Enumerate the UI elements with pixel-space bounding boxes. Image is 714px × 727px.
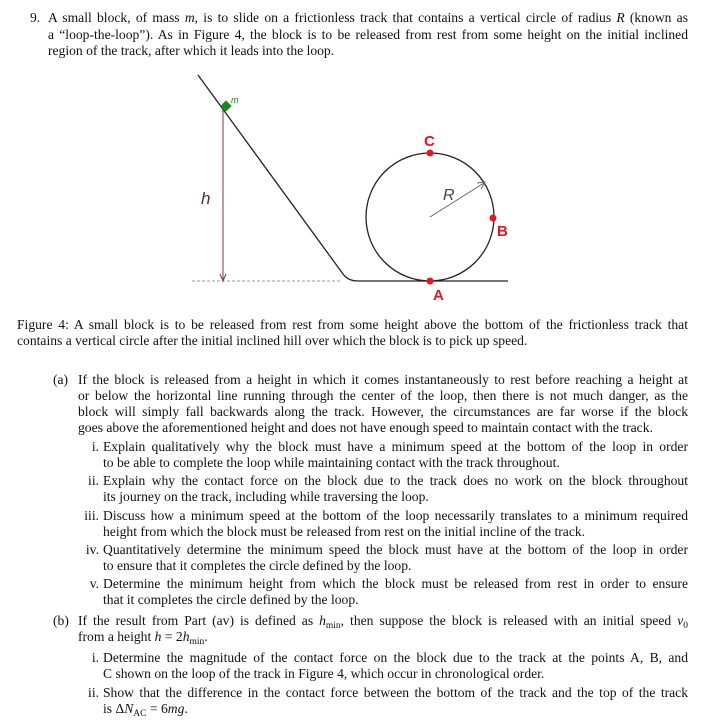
math-symbol: h: [182, 629, 190, 644]
height-label: h: [201, 189, 211, 208]
math-symbol: h: [319, 613, 326, 628]
text-segment: = 2: [161, 629, 183, 644]
part-a-label: (a): [53, 372, 69, 387]
text-segment: , then suppose the block is released with an initial speed: [340, 613, 678, 628]
text-segment: (known as: [624, 10, 688, 25]
radius-label: R: [443, 187, 455, 204]
point-c-marker: [427, 150, 434, 157]
text-segment: from a height: [78, 629, 155, 644]
part-a-item-number: v.: [89, 576, 99, 591]
text-segment: its journey on the track, including while traversing the loop.: [103, 489, 429, 504]
text-segment: Show that the difference in the contact force between the bottom of the track and the top of the track: [103, 685, 688, 700]
text-segment: that it completes the circle defined by the loop.: [103, 592, 359, 607]
text-segment: .: [204, 629, 208, 644]
part-b-item-number: i.: [91, 650, 99, 665]
math-symbol: m: [184, 10, 195, 25]
point-a-marker: [427, 278, 434, 285]
part-a-item-number: iii.: [84, 508, 99, 523]
text-segment: or below the horizontal line running through the center of the loop, then there is not much danger, as the: [78, 388, 688, 403]
text-segment: If the block is released from a height in which it comes instantaneously to rest before reaching a height at: [78, 372, 688, 387]
part-b-label: (b): [53, 613, 69, 628]
problem-number: 9.: [30, 10, 41, 25]
mass-label: m: [231, 95, 239, 105]
point-a-label: A: [433, 287, 444, 304]
text-segment: Determine the magnitude of the contact force on the block due to the track at the points A, B, and: [103, 650, 688, 665]
text-segment: a “loop-the-loop”). As in Figure 4, the block is to be released from rest from some height on the initial inclined: [48, 27, 688, 42]
text-segment: Figure 4: A small block is to be released from rest from some height above the bottom of the frictionless track that: [17, 317, 688, 332]
part-a-item-number: i.: [91, 439, 99, 454]
block-icon: [220, 100, 231, 111]
text-segment: C shown on the loop of the track in Figure 4, which occur in chronological order.: [103, 666, 545, 681]
math-symbol: min: [189, 637, 205, 647]
math-symbol: h: [154, 629, 162, 644]
point-b-marker: [490, 215, 497, 222]
radius-arrow: [430, 183, 484, 217]
incline-track: [198, 75, 343, 274]
math-symbol: min: [325, 621, 341, 629]
text-segment: Determine the minimum height from which the block must be released from rest in order to ensure: [103, 576, 688, 591]
text-segment: block will simply fall backwards along the track. However, the circumstances are far worse if the block: [78, 404, 688, 419]
point-b-label: B: [497, 223, 508, 240]
part-b-item-number: ii.: [88, 685, 99, 700]
text-segment: goes above the aforementioned height and does not have enough speed to maintain contact with the track.: [78, 420, 653, 435]
math-symbol: AC: [133, 709, 147, 719]
text-segment: contains a vertical circle after the initial inclined hill over which the block is to pick up speed.: [17, 333, 528, 348]
math-symbol: R: [616, 10, 625, 25]
math-symbol: mg: [167, 701, 185, 716]
text-segment: region of the track, after which it leads into the loop.: [48, 43, 335, 58]
text-segment: If the result from Part (av) is defined as: [78, 613, 320, 628]
text-segment: to be able to complete the loop while maintaining contact with the track throughout.: [103, 455, 560, 470]
point-c-label: C: [424, 133, 435, 150]
text-segment: is Δ: [103, 701, 125, 716]
text-segment: , is to slide on a frictionless track that contains a vertical circle of radius: [194, 10, 617, 25]
part-a-item-number: iv.: [85, 542, 99, 557]
text-segment: Quantitatively determine the minimum speed the block must have at the bottom of the loop in order: [103, 542, 688, 557]
math-symbol: 0: [683, 621, 688, 629]
text-segment: = 6: [146, 701, 168, 716]
text-segment: height from which the block must be released from rest on the initial incline of the track.: [103, 524, 586, 539]
text-segment: Explain why the contact force on the block due to the track does no work on the block throughout: [103, 473, 688, 488]
part-a-item-number: ii.: [88, 473, 99, 488]
text-segment: to ensure that it completes the circle defined by the loop.: [103, 558, 412, 573]
text-segment: Explain qualitatively why the block must have a minimum speed at the bottom of the loop in order: [103, 439, 688, 454]
math-symbol: v: [677, 613, 684, 628]
text-segment: A small block, of mass: [48, 10, 185, 25]
incline-curve: [343, 274, 358, 281]
math-symbol: N: [124, 701, 134, 716]
text-segment: Discuss how a minimum speed at the bottom of the loop necessarily translates to a minimum required: [103, 508, 688, 523]
text-segment: .: [184, 701, 188, 716]
